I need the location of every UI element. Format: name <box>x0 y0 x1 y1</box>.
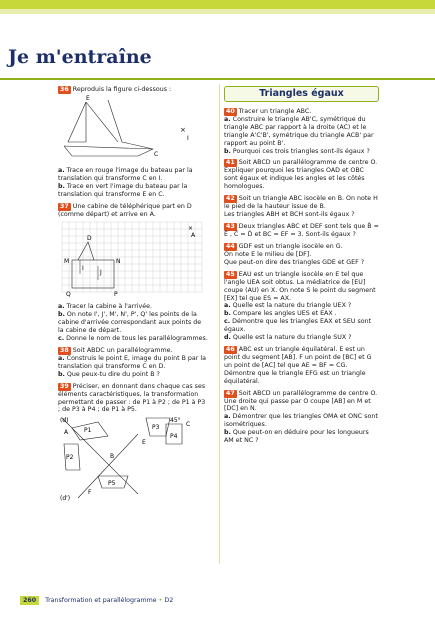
label-D: D <box>87 235 92 243</box>
exercise-38 <box>58 347 208 379</box>
item-c: Donne le nom de tous les parallélogrammes. <box>66 334 208 342</box>
right-column <box>224 86 379 449</box>
cross-mark: × <box>188 225 194 233</box>
item-d: Quelle est la nature du triangle SUX ? <box>232 334 352 342</box>
exercise-number: 37 <box>60 202 69 210</box>
item-label: b. <box>224 310 231 318</box>
exercise-text: Deux triangles ABC et DEF sont tels que B̂ = Ê , Ĉ = D̂ et BC = EF = 3. Sont-ils égaux ? <box>224 222 379 238</box>
exercise-37 <box>58 203 208 343</box>
label-M: M <box>64 258 70 266</box>
boat-figure <box>58 94 208 164</box>
item-label: b. <box>224 429 231 437</box>
exercise-number: 47 <box>226 389 235 397</box>
exercise-number: 40 <box>226 107 235 115</box>
label-d-prime: (d') <box>60 495 71 503</box>
item-a: Tracer la cabine à l'arrivée. <box>66 303 153 311</box>
label-B: B <box>110 453 115 461</box>
exercise-intro: Reproduis la figure ci-dessous : <box>72 86 172 93</box>
exercise-intro: Soit ABDC un parallélogramme. <box>72 346 173 354</box>
exercise-line: On note E le milieu de [DF]. <box>224 250 312 258</box>
top-band-green <box>0 0 435 9</box>
boat-mast-right <box>108 100 122 142</box>
label-Q: Q <box>66 291 71 299</box>
exercise-text: ABC est un triangle équilatéral. E est un point du segment [AB]. F un point de [BC] et G un point de [AC] tel que AE = BF = CG. <box>224 345 372 369</box>
exercise-44 <box>224 243 379 267</box>
item-b: Compare les angles UES et EAX . <box>232 310 337 318</box>
exercise-text: Soit ABCD un parallélogramme de centre O. Expliquer pourquoi les triangles OAD et OBC sont égaux et indique les angles et les côtés homologues. <box>224 159 378 191</box>
exercise-number: 41 <box>226 159 235 167</box>
item-b: Pourquoi ces trois triangles sont-ils égaux ? <box>232 147 370 155</box>
grid <box>62 222 202 292</box>
item-a: Trace en rouge l'image du bateau par la translation qui transforme C en I. <box>58 166 193 182</box>
item-label: a. <box>224 413 231 421</box>
item-label: a. <box>58 303 65 311</box>
exercise-number: 36 <box>60 86 69 93</box>
top-band-light <box>0 9 435 14</box>
label-J: J <box>100 269 102 277</box>
label-C: C <box>154 151 159 158</box>
exercise-47 <box>224 390 379 445</box>
exercise-43 <box>224 223 379 239</box>
item-c: Démontre que les triangles EAX et SEU sont égaux. <box>224 318 372 334</box>
exercise-line: Que peut-on dire des triangles GDE et GEF ? <box>224 258 365 266</box>
section-title: Triangles égaux <box>224 86 379 102</box>
boat-hull <box>64 146 153 156</box>
label-P1: P1 <box>84 427 92 435</box>
exercise-text: Soit ABCD un parallélogramme de centre O. Une droite qui passe par O coupe [AB] en M et [DC] en N. <box>224 389 378 413</box>
exercise-line: Démontre que le triangle EFG est un triangle équilatéral. <box>224 369 366 385</box>
item-label: b. <box>224 147 231 155</box>
exercise-number: 43 <box>226 222 235 230</box>
item-b: Que peux-tu dire du point B ? <box>66 370 160 378</box>
exercise-number: 44 <box>226 242 235 250</box>
item-label: c. <box>58 334 65 342</box>
exercise-intro: Tracer un triangle ABC. <box>238 107 312 115</box>
page-number: 260 <box>20 596 39 605</box>
exercise-45 <box>224 271 379 342</box>
item-b: On note I', J', M', N', P', Q' les points de la cabine d'arrivée correspondant aux points de la cabine de départ. <box>58 311 202 335</box>
label-C: C <box>186 421 191 429</box>
exercise-36 <box>58 86 208 199</box>
label-I: I <box>187 135 189 142</box>
exercise-46 <box>224 346 379 386</box>
item-a: Démontrer que les triangles OMA et ONC sont isométriques. <box>224 413 378 429</box>
top-band <box>0 0 435 14</box>
exercise-question: Les triangles ABH et BCH sont-ils égaux ? <box>224 211 355 219</box>
item-a: Construire le triangle AB'C, symétrique du triangle ABC par rapport à la droite (AC) et le triangle A'C'B', symétrique du triangle ACB' par rapport au point B'. <box>224 115 374 147</box>
label-P4: P4 <box>170 433 178 441</box>
exercise-number: 45 <box>226 270 235 278</box>
label-N: N <box>116 258 121 266</box>
item-label: b. <box>58 311 65 319</box>
exercise-text: GDF est un triangle isocèle en G. <box>238 242 343 250</box>
label-A: A <box>64 429 69 437</box>
label-P2: P2 <box>66 454 74 462</box>
footer <box>20 596 173 605</box>
label-P5: P5 <box>108 480 116 488</box>
label-angle: 45° <box>170 417 181 425</box>
exercise-number: 38 <box>60 346 69 354</box>
item-label: a. <box>58 354 65 362</box>
label-d: (d) <box>60 417 69 425</box>
item-b: Que peut-on en déduire pour les longueurs AM et NC ? <box>224 429 369 445</box>
exercise-42 <box>224 195 379 219</box>
label-P: P <box>114 291 118 299</box>
item-label: a. <box>58 166 65 174</box>
label-P3: P3 <box>152 424 160 432</box>
exercise-intro: Une cabine de téléphérique part en D (comme départ) et arrive en A. <box>58 202 192 218</box>
label-I: I <box>82 265 84 273</box>
item-label: b. <box>58 370 65 378</box>
exercise-number: 39 <box>60 382 69 390</box>
label-E: E <box>142 439 146 447</box>
label-E: E <box>86 95 90 102</box>
item-b: Trace en vert l'image du bateau par la translation qui transforme E en C. <box>58 182 188 198</box>
label-A: A <box>191 232 196 240</box>
line-d-prime <box>78 434 138 498</box>
item-a: Construis le point E, image du point B par la translation qui transforme C en D. <box>58 354 206 370</box>
exercise-intro: Préciser, en donnant dans chaque cas ses éléments caractéristiques, la transformation permettant de passer : de P1 à P2 ; de P1 à P3 ; de P3 à P4 ; de P1 à P5. <box>58 382 206 414</box>
footer-separator: • <box>158 597 163 604</box>
item-label: a. <box>224 302 231 310</box>
boat-sail-mid <box>86 102 118 142</box>
chapter-code: D2 <box>164 597 174 604</box>
item-label: d. <box>224 334 231 342</box>
exercise-41 <box>224 159 379 191</box>
left-column <box>58 86 208 509</box>
cable-car-figure <box>58 218 208 300</box>
page-title: Je m'entraîne <box>8 46 152 68</box>
exercise-number: 42 <box>226 195 235 203</box>
label-F: F <box>88 489 92 497</box>
exercise-number: 46 <box>226 345 235 353</box>
boat-sail-left <box>68 102 86 142</box>
item-label: c. <box>224 318 231 326</box>
item-a: Quelle est la nature du triangle UEX ? <box>232 302 352 310</box>
cabin-roof <box>78 242 94 260</box>
item-label: b. <box>58 182 65 190</box>
cabin-body <box>72 260 114 288</box>
exercise-text: Soit un triangle ABC isocèle en B. On note H le pied de la hauteur issue de B. <box>224 195 378 211</box>
title-rule <box>0 78 435 80</box>
chapter-title: Transformation et parallélogramme <box>45 597 157 604</box>
exercise-39 <box>58 383 208 506</box>
item-label: a. <box>224 115 231 123</box>
exercise-40 <box>224 108 379 156</box>
exercise-text: EAU est un triangle isocèle en E tel que l'angle UEA soit obtus. La médiatrice de [EU] coupe (AU) en X. On note S le point du segment [EX] tel que ES = AX. <box>224 270 376 302</box>
cross-mark: × <box>180 126 186 134</box>
shapes-figure <box>58 414 208 502</box>
